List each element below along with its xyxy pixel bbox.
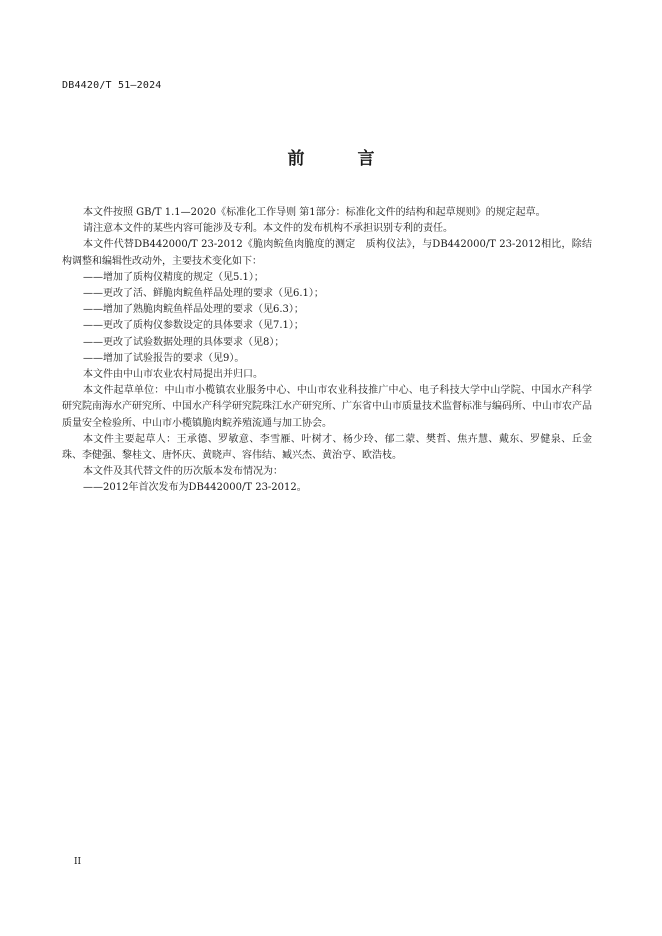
preface-body (62, 205, 592, 497)
change-item: ——更改了试验数据处理的具体要求（见8）； (83, 336, 285, 348)
history-item: ——2012年首次发布为DB442000/T 23-2012。 (83, 482, 307, 494)
page-title: 前 言 (287, 149, 393, 169)
page-number: II (74, 857, 82, 867)
document-code: DB4420/T 51—2024 (62, 80, 162, 91)
paragraph-drafting-rules: 本文件按照 GB/T 1.1—2020《标准化工作导则 第1部分：标准化文件的结构和起草规则》的规定起草。 (83, 207, 546, 218)
change-item: ——更改了活、鲜脆肉鲩鱼样品处理的要求（见6.1）； (83, 288, 324, 300)
paragraph-drafters: 本文件主要起草人：王承德、罗敏意、李雪雁、叶树才、杨少玲、郁二蒙、樊哲、焦卉慧、戴东、罗健泉、丘金珠、李健强、黎桂文、唐怀庆、黄晓声、容伟结、臧兴杰、黄治亨、欧浩枝。 (62, 433, 592, 462)
change-item: ——更改了质构仪参数设定的具体要求（见7.1）； (83, 320, 304, 332)
paragraph-version-history: 本文件及其代替文件的历次版本发布情况为： (83, 466, 283, 478)
paragraph-proposer: 本文件由中山市农业农村局提出并归口。 (83, 369, 263, 381)
paragraph-replacement: 本文件代替DB442000/T 23-2012《脆肉鲩鱼肉脆度的测定 质构仪法》，与DB442000/T 23-2012相比，除结构调整和编辑性改动外，主要技术变化如下： (62, 239, 592, 267)
paragraph-patent-notice: 请注意本文件的某些内容可能涉及专利。本文件的发布机构不承担识别专利的责任。 (83, 223, 453, 235)
change-item: ——增加了熟脆肉鲩鱼样品处理的要求（见6.3）； (83, 304, 304, 316)
change-item: ——增加了质构仪精度的规定（见5.1）； (83, 271, 264, 283)
paragraph-drafting-units: 本文件起草单位：中山市小榄镇农业服务中心、中山市农业科技推广中心、电子科技大学中山学院、中国水产科学研究院南海水产研究所、中国水产科学研究院珠江水产研究所、广东省中山市质量技术监督标准与编码所、中山市农产品质量安全检验所、中山市小榄镇脆肉鲩养殖流通与加工协会。 (62, 385, 592, 429)
change-item: ——增加了试验报告的要求（见9）。 (83, 352, 245, 364)
